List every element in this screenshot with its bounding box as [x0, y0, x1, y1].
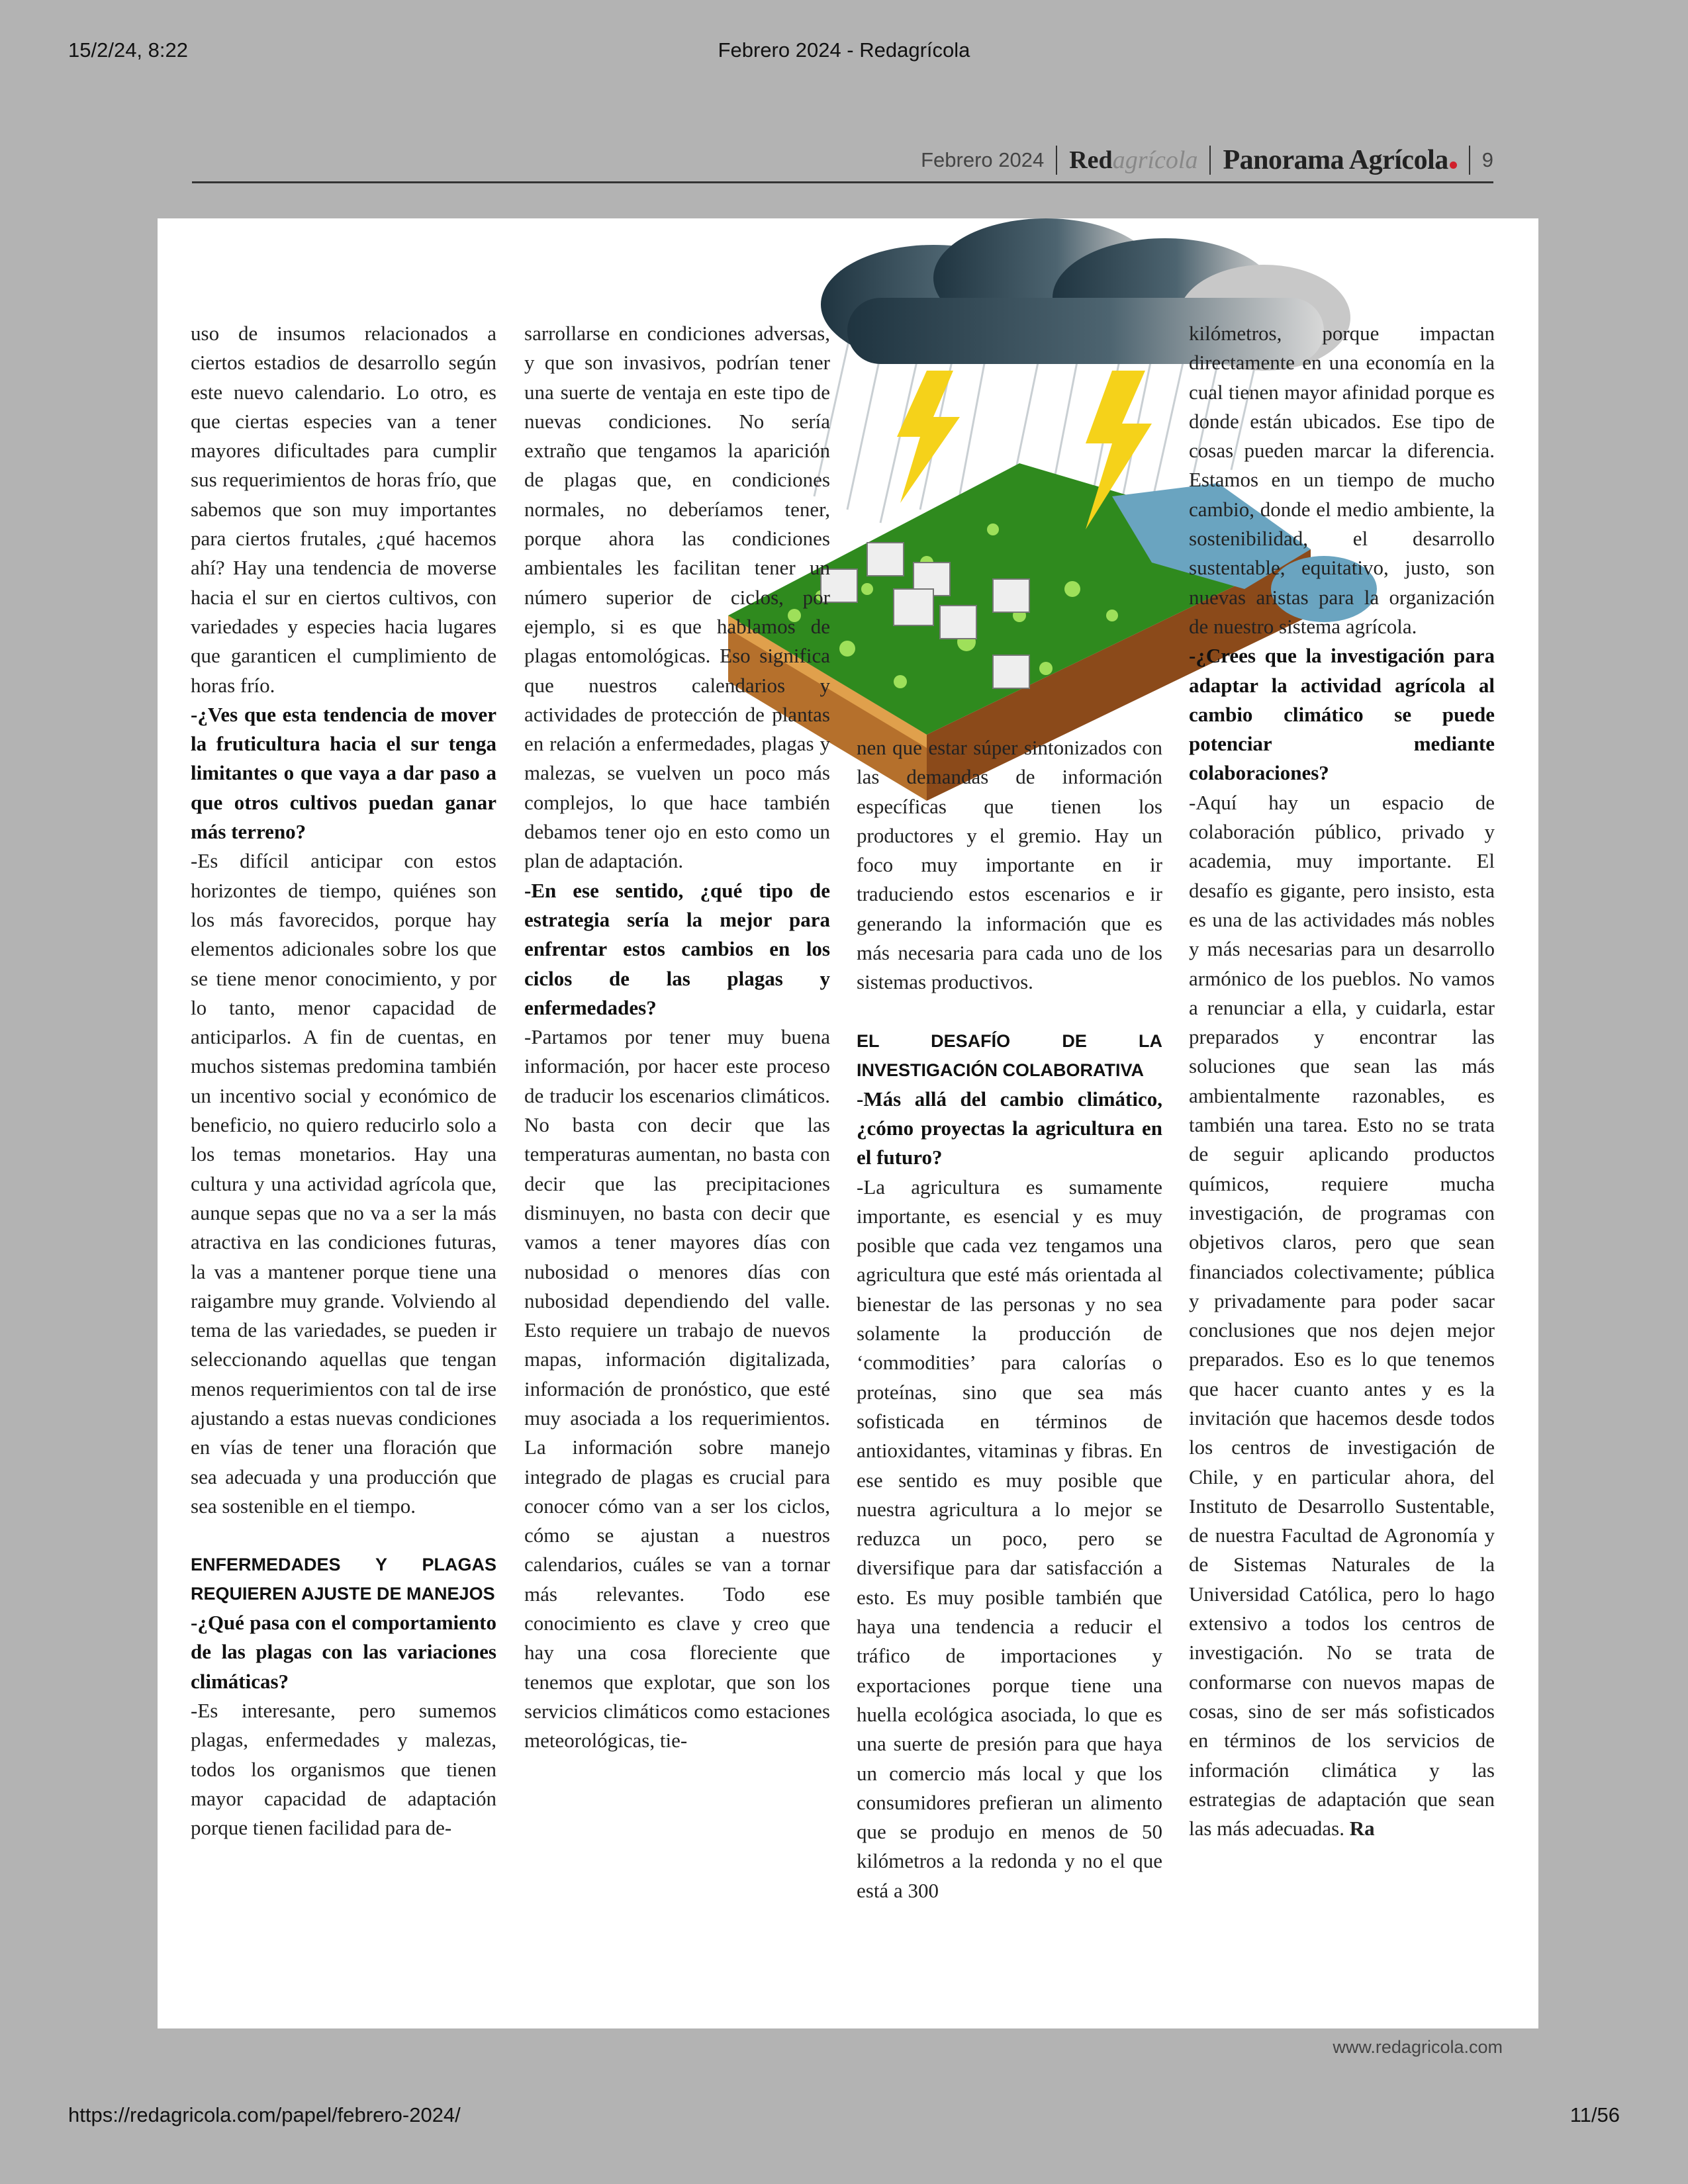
brand-red: Red: [1069, 146, 1113, 174]
brand-dot-icon: [1450, 161, 1457, 169]
section-title: Panorama Agrícola: [1223, 145, 1448, 175]
print-page-counter: 11/56: [1570, 2103, 1620, 2126]
print-url: https://redagricola.com/papel/febrero-2024/: [68, 2103, 461, 2126]
column-4: [1189, 319, 1495, 1843]
masthead-section: [1223, 144, 1456, 176]
paragraph: [1189, 788, 1495, 1844]
masthead-divider: [1209, 146, 1211, 175]
print-datetime: 15/2/24, 8:22: [68, 38, 188, 62]
question: -¿Crees que la investigación para adaptar la actividad agrícola al cambio climático se puede potenciar mediante colaboraciones?: [1189, 644, 1495, 785]
question: -Más allá del cambio climático, ¿cómo proyectas la agricultura en el futuro?: [857, 1087, 1162, 1169]
question: -¿Qué pasa con el comportamiento de las plagas con las variaciones climáticas?: [191, 1611, 496, 1693]
question: -¿Ves que esta tendencia de mover la fruticultura hacia el sur tenga limitantes o que vaya a dar paso a que otros cultivos puedan ganar más terreno?: [191, 702, 496, 844]
print-title: Febrero 2024 - Redagrícola: [718, 38, 970, 62]
column-2: [524, 319, 830, 1756]
paragraph: -Partamos por tener muy buena información, por hacer este proceso de traducir los escenarios climáticos. No basta con decir que las temperaturas aumentan, no basta con decir que las precipitaciones disminuyen, no basta con decir que vamos a tener mayores días con nubosidad o menores días con nubosidad dependiendo del valle. Esto requiere un trabajo de nuevos mapas, información digitalizada, información de pronóstico, que esté muy asociada a los requerimientos. La información sobre manejo integrado de plagas es crucial para conocer cómo van a ser los ciclos, cómo se ajustan a nuestros calendarios, cuáles se van a tornar más relevantes. Todo ese conocimiento es clave y creo que hay una cosa floreciente que tenemos que explotar, que son los servicios climáticos como estaciones meteorológicas, tie-: [524, 1025, 830, 1752]
paragraph: sarrollarse en condiciones adversas, y que son invasivos, podrían tener una suerte de ventaja en este tipo de nuevas condiciones. No sería extraño que tengamos la aparición de plagas que, en condiciones normales, no deberíamos tener, porque ahora las condiciones ambientales les facilitan tener un número superior de ciclos, por ejemplo, si es que hablamos de plagas entomológicas. Eso significa que nuestros calendarios y actividades de protección de plantas en relación a enfermedades, plagas y malezas, se vuelven un poco más complejos, lo que hace también debamos tener ojo en esto como un plan de adaptación.: [524, 322, 830, 873]
question: -En ese sentido, ¿qué tipo de estrategia sería la mejor para enfrentar estos cambios en los ciclos de las plagas y enfermedades?: [524, 878, 830, 1019]
brand-agricola: agrícola: [1112, 146, 1198, 174]
page-number: 9: [1481, 148, 1493, 171]
column-3: [857, 733, 1162, 1905]
paragraph-text: -Aquí hay un espacio de colaboración público, privado y academia, muy importante. El desafío es gigante, pero insisto, esta es una de las actividades más nobles y más necesarias para un desarrollo armónico de los pueblos. No vamos a renunciar a ella, y cuidarla, estar preparados y encontrar las soluciones que sean las más ambientalmente razonables, es también una tarea. Esto no se trata de seguir aplicando productos químicos, requiere mucha investigación, de programas con objetivos claros, pero que sean financiados colectivamente; pública y privadamente para poder sacar conclusiones que nos dejen mejor preparados. Eso es lo que tenemos que hacer cuanto antes y es la invitación que hacemos desde todos los centros de investigación de Chile, y en particular ahora, del Instituto de Desarrollo Sustentable, de nuestra Facultad de Agronomía y de Sistemas Naturales de la Universidad Católica, pero lo hago extensivo a todos los centros de investigación. No se trata de conformarse con nuevos mapas de cosas, sino de ser más sofisticados en términos de los servicios de información climática y las estrategias de adaptación que sean las más adecuadas.: [1189, 790, 1495, 1841]
masthead-divider: [1056, 146, 1057, 175]
paragraph: -Es interesante, pero sumemos plagas, enfermedades y malezas, todos los organismos que tienen mayor capacidad de adaptación porque tienen facilidad para de-: [191, 1699, 496, 1840]
section-heading: ENFERMEDADES Y PLAGAS REQUIEREN AJUSTE DE MANEJOS: [191, 1555, 496, 1604]
paragraph: -La agricultura es sumamente importante, es esencial y es muy posible que cada vez tengamos una agricultura que esté más orientada al bienestar de las personas y no sea solamente la producción de ‘commodities’ para calorías o proteínas, sino que sea más sofisticada en términos de antioxidantes, vitaminas y fibras. En ese sentido es muy posible que nuestra agricultura a lo mejor se reduzca un poco, pero se diversifique para dar satisfacción a esto. Es muy posible también que haya una tendencia a reducir el tráfico de importaciones y exportaciones porque tiene una huella ecológica asociada, lo que es una suerte de presión para que haya un comercio más local y que los consumidores prefieran un alimento que se produjo en menos de 50 kilómetros a la redonda y no el que está a 300: [857, 1175, 1162, 1902]
masthead: [192, 139, 1493, 183]
paragraph: kilómetros, porque impactan directamente en una economía en la cual tienen mayor afinidad porque es donde están ubicados. Ese tipo de cosas pueden marcar la diferencia. Estamos en un tiempo de mucho cambio, donde el medio ambiente, la sostenibilidad, el desarrollo sustentable, equitativo, justo, son nuevas aristas para la organización de nuestro sistema agrícola.: [1189, 322, 1495, 638]
section-heading: EL DESAFÍO DE LA INVESTIGACIÓN COLABORATIVA: [857, 1030, 1162, 1080]
masthead-brand: [1069, 146, 1197, 175]
end-sign: Ra: [1349, 1817, 1375, 1841]
paragraph: nen que estar súper sintonizados con las demandas de información específicas que tienen los productores y el gremio. Hay un foco muy importante en ir traduciendo estos escenarios e ir generando la información que es más necesaria para cada uno de los sistemas productivos.: [857, 736, 1162, 994]
masthead-divider: [1469, 146, 1470, 175]
paragraph: -Es difícil anticipar con estos horizontes de tiempo, quiénes son los más favorecidos, porque hay elementos adicionales sobre los que se tiene menor conocimiento, y por lo tanto, menor capacidad de anticiparlos. A fin de cuentas, en muchos sistemas predomina también un incentivo social y económico de beneficio, no quiero reducirlo solo a los temas monetarios. Hay una cultura y una actividad agrícola que, aunque sepas que no va a ser la más atractiva en las condiciones futuras, la vas a mantener porque tiene una raigambre muy grande. Volviendo al tema de las variedades, se pueden ir seleccionando aquellas que tengan menos requerimientos con tal de irse ajustando a estas nuevas condiciones en vías de tener una floración que sea adecuada y una producción que sea sostenible en el tiempo.: [191, 849, 496, 1518]
article-page: [158, 218, 1538, 2028]
masthead-month: Febrero 2024: [921, 148, 1045, 171]
paragraph: uso de insumos relacionados a ciertos estadios de desarrollo según este nuevo calendario. Lo otro, es que ciertas especies van a tener mayores dificultades para cumplir sus requerimientos de horas frío, que sabemos que son muy importantes para ciertos frutales, ¿qué hacemos ahí? Hay una tendencia de moverse hacia el sur en ciertos cultivos, con variedades y especies hacia lugares que garanticen el cumplimiento de horas frío.: [191, 322, 496, 697]
column-1: [191, 319, 496, 1843]
site-url: www.redagricola.com: [1333, 2037, 1503, 2057]
